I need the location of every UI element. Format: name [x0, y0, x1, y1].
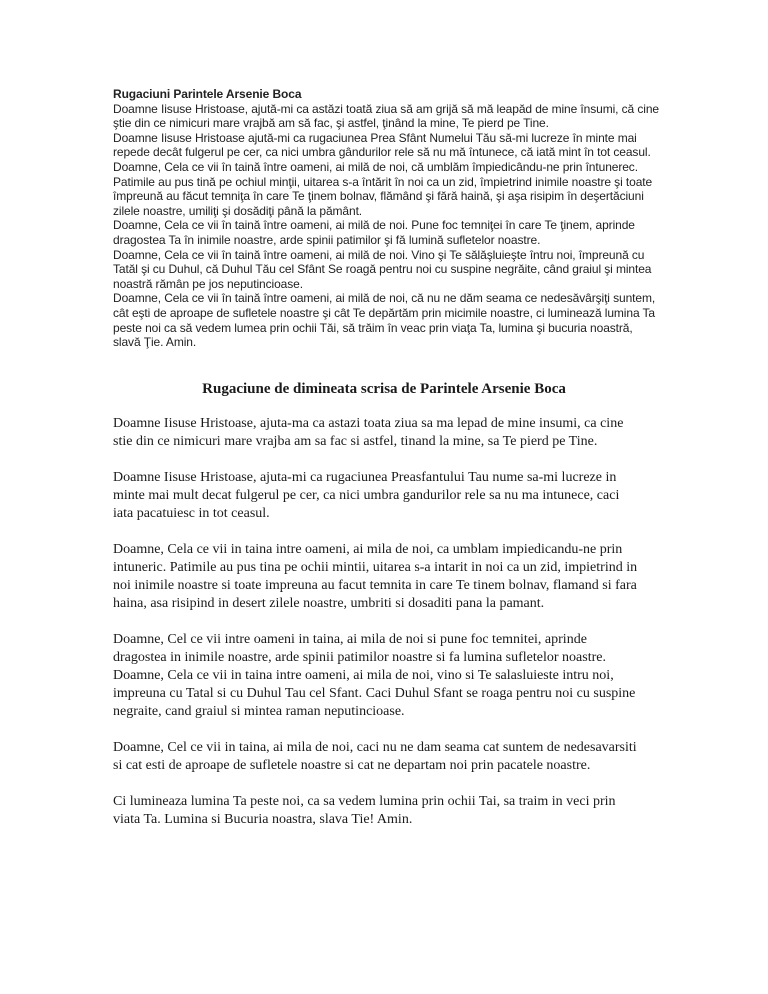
- prayer-paragraph: Doamne Iisuse Hristoase ajută-mi ca rugaciunea Prea Sfânt Numelui Tău să-mi lucreze în minte mai repede decât fulgerul pe cer, ca nici umbra gândurilor rele să nu mă întunece, că iată mint în tot ceasul.: [113, 130, 651, 160]
- prayer-paragraph: Doamne, Cela ce vii în taină între oameni, ai milă de noi. Vino şi Te sălăşluieşte întru noi, împreună cu Tatăl şi cu Duhul, că Duhul Tău cel Sfânt Se roagă pentru noi cu suspine negrăite, când graiul şi mintea noastră rămân pe jos neputincioase.: [113, 247, 652, 291]
- prayer-paragraph: Doamne Iisuse Hristoase, ajuta-ma ca astazi toata ziua sa ma lepad de mine insumi, ca cine stie din ce nimicuri mare vrajba am sa fac si astfel, tinand la mine, sa Te pierd pe Tine.: [113, 416, 624, 449]
- prayer-paragraph: Doamne Iisuse Hristoase, ajuta-mi ca rugaciunea Preasfantului Tau nume sa-mi lucreze in minte mai mult decat fulgerul pe cer, ca nici umbra gandurilor rele sa nu ma intunece, caci iata pacatuiesc in tot ceasul.: [113, 470, 620, 521]
- prayer-paragraph: Doamne, Cel ce vii intre oameni in taina, ai mila de noi si pune foc temnitei, aprinde dragostea in inimile noastre, arde spinii patimilor noastre si fa lumina sufletelor noastre.: [113, 632, 606, 665]
- prayer-paragraph: Doamne, Cela ce vii în taină între oameni, ai milă de noi. Pune foc temniţei în care Te ţinem, aprinde dragostea Ta în inimile noastre, arde spinii patimilor şi fă lumină sufletelor noastre.: [113, 218, 635, 247]
- prayer-paragraph: Doamne, Cela ce vii in taina intre oameni, ai mila de noi, ca umblam impiedicandu-ne prin intuneric. Patimile au pus tina pe ochii mintii, uitarea s-a intarit in noi ca un zid, impietrind in noi inimile noastre si toate impreuna au facut temnita in care Te tinem bolnav, flamand si fara haina, asa risipind in desert zilele noastre, umbriti si dosaditi pana la pamant.: [113, 542, 638, 611]
- morning-prayer-title: Rugaciune de dimineata scrisa de Parintele Arsenie Boca: [202, 381, 566, 397]
- prayer-paragraph: Doamne, Cel ce vii in taina, ai mila de noi, caci nu ne dam seama cat suntem de nedesavarsiti si cat esti de aproape de sufletele noastre si cat ne departam noi prin pacatele noastre.: [113, 740, 637, 773]
- section-title: Rugaciuni Parintele Arsenie Boca: [113, 87, 302, 101]
- section-diacritics: [113, 87, 661, 350]
- prayer-paragraph: Doamne, Cela ce vii în taină între oameni, ai milă de noi, că umblăm împiedicându-ne prin întunerec. Patimile au pus tină pe ochiul minţii, uitarea s-a întărit în noi ca un zid, împietrind inimile noastre şi toate împreună au făcut temniţa în care Te ţinem bolnav, flămând şi fără haină, şi aşa risipim în deşertăciuni zilele noastre, umiliţi şi dosădiţi până la pământ.: [113, 159, 653, 218]
- section-morning-prayer: [113, 415, 641, 847]
- prayer-paragraph: Doamne Iisuse Hristoase, ajută-mi ca astăzi toată ziua să am grijă să mă leapăd de mine însumi, că cine ştie din ce nimicuri mare vrajbă am să fac, şi astfel, ţinând la mine, Te pierd pe Tine.: [113, 101, 659, 131]
- prayer-paragraph: Ci lumineaza lumina Ta peste noi, ca sa vedem lumina prin ochii Tai, sa traim in veci prin viata Ta. Lumina si Bucuria noastra, slava Tie! Amin.: [113, 794, 616, 827]
- prayer-paragraph: Doamne, Cela ce vii în taină între oameni, ai milă de noi, că nu ne dăm seama ce nedesăvârşiţi suntem, cât eşti de aproape de sufletele noastre şi cât Te depărtăm prin micimile noastre, ci luminează lumina Ta peste noi ca să vedem lumea prin ochii Tăi, să trăim în veac prin viaţa Ta, lumina şi bucuria noastră, slavă Ţie. Amin.: [113, 291, 656, 350]
- prayer-paragraph: Doamne, Cela ce vii in taina intre oameni, ai mila de noi, vino si Te salasluieste intru noi, impreuna cu Tatal si cu Duhul Tau cel Sfant. Caci Duhul Sfant se roaga pentru noi cu suspine negraite, cand graiul si mintea raman neputincioase.: [113, 668, 636, 719]
